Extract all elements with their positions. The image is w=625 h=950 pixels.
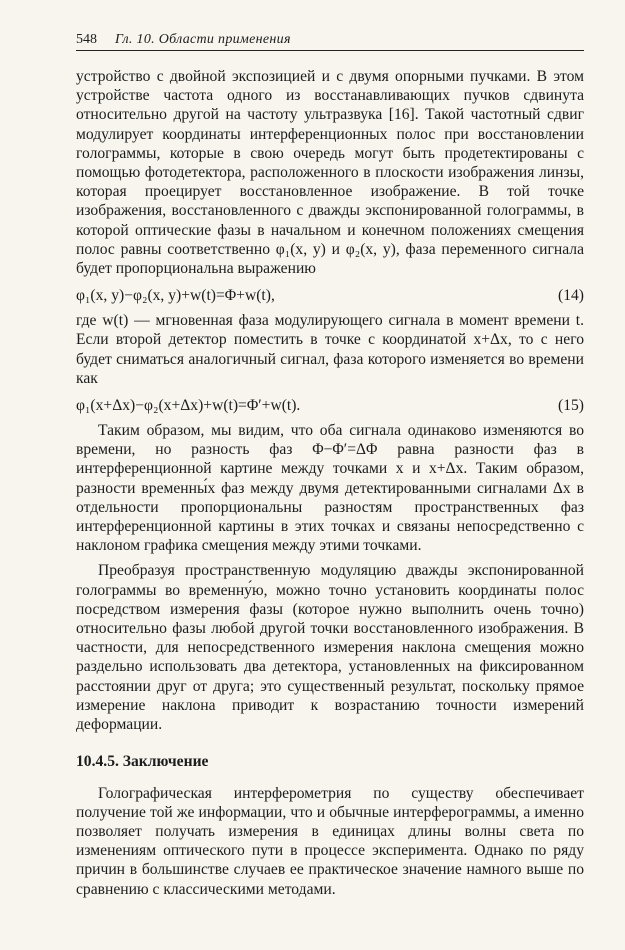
page-number: 548 — [76, 32, 97, 47]
body-text — [76, 67, 584, 899]
running-header — [76, 30, 584, 51]
running-title: Гл. 10. Области применения — [115, 32, 291, 47]
equation-15-number: (15) — [558, 397, 584, 415]
equation-14-expression: φ₁(x, y)−φ₂(x, y)+w(t)=Φ+w(t), — [76, 287, 275, 305]
paragraph-1: устройство с двойной экспозицией и с двумя опорными пучками. В этом устройстве частота одного из восстанавливающих пучков сдвинута относительно другой на частоту ультразвука [16]. Такой частотный сдвиг модулирует координаты интерференционных полос при восстановлении голограммы, которые в свою очередь могут быть продетектированы с помощью фотодетектора, расположенного в плоскости изображения линзы, которая проецирует восстановленное изображение. В той точке изображения, восстановленного с дважды экспонированной голограммы, в которой оптические фазы в начальном и конечном положениях смещения полос равны соответственно φ₁(x, y) и φ₂(x, y), фаза переменного сигнала будет пропорциональна выражению — [76, 68, 584, 278]
paragraph-4: Преобразуя пространственную модуляцию дважды экспонированной голограммы во временну́ю, можно точно установить координаты полос посредством измерения фазы (которое нужно выполнить очень точно) относительно фазы любой другой точки восстановленного изображения. В частности, для непосредственного измерения наклона смещения можно раздельно использовать два детектора, установленных на фиксированном расстоянии друг от друга; это существенный результат, поскольку прямое измерение наклона приводит к возрастанию точности измерений деформации. — [76, 562, 584, 734]
equation-15-expression: φ₁(x+Δx)−φ₂(x+Δx)+w(t)=Φ′+w(t). — [76, 397, 301, 415]
equation-14 — [76, 286, 584, 305]
equation-15 — [76, 396, 584, 415]
section-heading: 10.4.5. Заключение — [76, 753, 209, 771]
paragraph-2: где w(t) — мгновенная фаза модулирующего сигнала в момент времени t. Если второй детектор поместить в точке с координатой x+Δx, то с него будет сниматься аналогичный сигнал, фаза которого изменяется во времени как — [76, 312, 584, 387]
book-page — [76, 30, 584, 899]
paragraph-3: Таким образом, мы видим, что оба сигнала одинаково изменяются во времени, но разность фаз Φ−Φ′=ΔΦ равна разности фаз в интерференционной картине между точками x и x+Δx. Таким образом, разности временны́х фаз между двумя детектированными сигналами Δx в отдельности пропорциональны разностям пространственных фаз интерференционной картины в этих точках и связаны непосредственно с наклоном графика смещения между этими точками. — [76, 422, 584, 555]
paragraph-5: Голографическая интерферометрия по существу обеспечивает получение той же информации, что и обычные интерферограммы, а именно позволяет получать измерения в единицах длины волны света по изменениям оптического пути в процессе эксперимента. Однако по ряду причин в большинстве случаев ее практическое значение намного выше по сравнению с классическими методами. — [76, 784, 584, 898]
equation-14-number: (14) — [558, 287, 584, 305]
